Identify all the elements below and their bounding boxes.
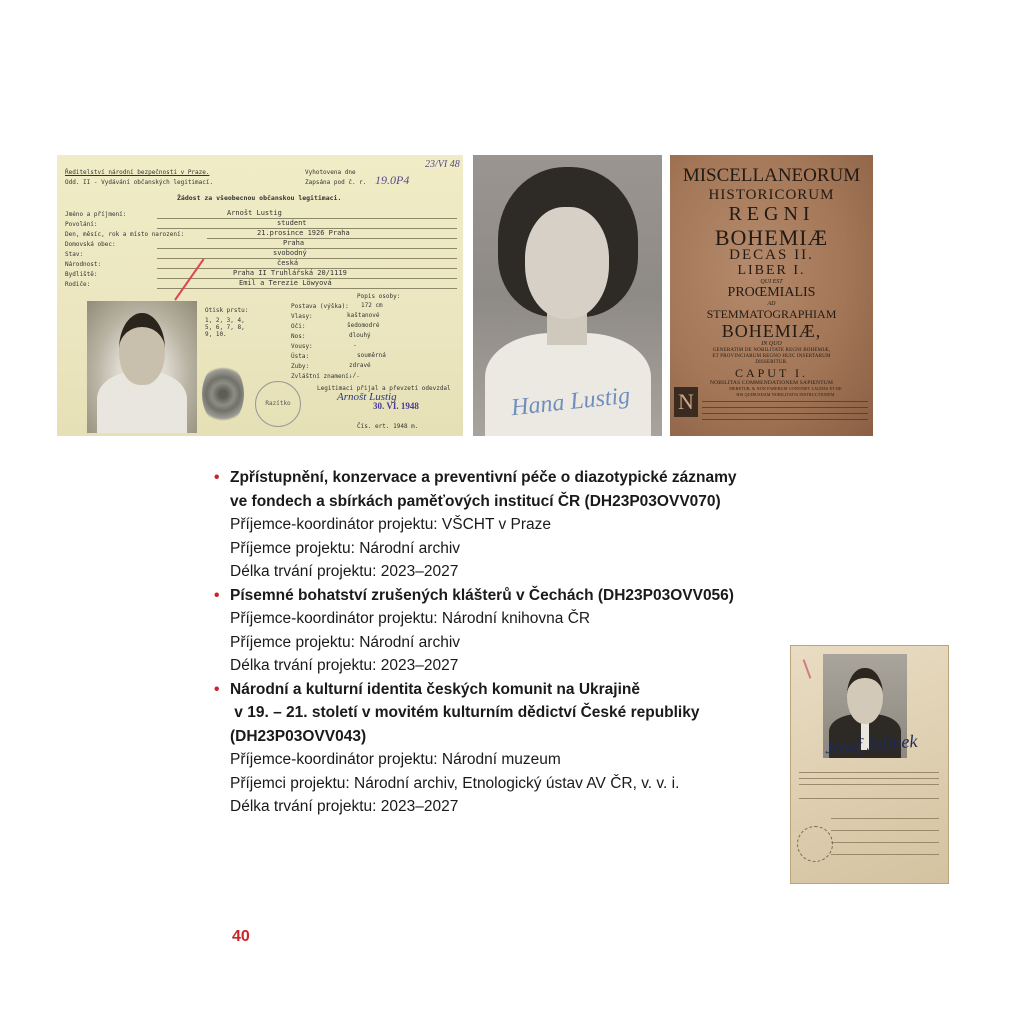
id-card-field-value: Arnošt Lustig xyxy=(227,209,282,217)
project-detail: Délka trvání projektu: 2023–2027 xyxy=(230,563,459,580)
id-card-field-label: Národnost: xyxy=(65,261,102,268)
book-line: BOHEMIÆ xyxy=(714,225,829,250)
id-card-signature: Arnošt Lustig xyxy=(337,391,397,403)
book-line: IN QUO xyxy=(761,341,782,347)
project-detail: Délka trvání projektu: 2023–2027 xyxy=(230,657,459,674)
id-card-description-label: Oči: xyxy=(291,323,306,330)
id-card-date-stamp: 30. VI. 1948 xyxy=(373,401,419,411)
id-card-stamp xyxy=(255,381,301,427)
id-card-description-label: Nos: xyxy=(291,333,306,340)
book-line: AD xyxy=(767,301,776,307)
id-card-field-label: Stav: xyxy=(65,251,84,258)
id-card-description-label: Zuby: xyxy=(291,363,310,370)
book-line: PROŒMIALIS xyxy=(727,285,816,300)
id-card-finger-label: Otisk prstu: xyxy=(205,307,249,314)
id-card-footer: Čís. ert. 1948 m. xyxy=(357,423,419,430)
id-card-description-value: souměrná xyxy=(357,352,386,359)
id-card-description-header: Popis osoby: xyxy=(357,293,401,300)
book-line: REGNI xyxy=(728,203,815,225)
project-detail: Příjemce projektu: Národní archiv xyxy=(230,539,461,557)
book-line: GENERATIM DE NOBILITATE REGNI BOHEMIÆ, xyxy=(712,348,831,353)
book-line: LIBER I. xyxy=(737,263,806,278)
id-card-header-2: Odd. II - Vydávání občanských legitimací. xyxy=(65,179,214,186)
id-card-field-value: Emil a Terezie Löwyová xyxy=(239,279,332,287)
portrait-signature: Hana Lustig xyxy=(509,382,632,422)
project-item xyxy=(214,466,794,513)
project-title: Písemné bohatství zrušených klášterů v Čechách (DH23P03OVV056) xyxy=(230,586,734,604)
id-document-signature: Josef Jelinek xyxy=(824,730,919,758)
id-card-field-value: student xyxy=(277,219,307,227)
book-line: MERETUR, & NON FABERUM CONTINET LAUDES ET DE xyxy=(729,386,842,391)
id-card-description-value: šedomodré xyxy=(347,322,380,329)
project-title: ve fondech a sbírkách paměťových institucí ČR (DH23P03OVV070) xyxy=(230,492,721,510)
project-detail: Příjemce-koordinátor projektu: Národní muzeum xyxy=(230,751,561,768)
id-card-field-value: Praha xyxy=(283,239,305,247)
id-card-description-value: 172 cm xyxy=(361,302,383,309)
id-card-header-1: Ředitelství národní bezpečnosti v Praze. xyxy=(65,169,210,176)
project-detail: Příjemce projektu: Národní archiv xyxy=(230,633,461,651)
book-line: HIS QUIBUSDAM NOBILITATIS INSTRUCTIONEM xyxy=(736,392,835,397)
id-card-field-label: Bydliště: xyxy=(65,271,98,278)
book-line: BOHEMIÆ, xyxy=(721,321,822,341)
project-detail: Příjemce-koordinátor projektu: Národní knihovna ČR xyxy=(230,610,591,627)
id-card-field-value: svobodný xyxy=(273,249,307,257)
project-item xyxy=(214,584,794,608)
book-line: ET PROVINCIARUM REGNO HUIC INSERTARUM xyxy=(712,354,831,359)
id-card-stamp-label: Razítko xyxy=(265,400,291,407)
book-drop-cap: N xyxy=(674,387,698,417)
id-card-issued-label: Vyhotovena dne xyxy=(305,169,356,176)
id-document-seal xyxy=(797,826,833,862)
book-line: HISTORICORUM xyxy=(708,187,835,203)
id-card-description-label: Vlasy: xyxy=(291,313,313,320)
id-card-finger-numbers: 1, 2, 3, 4, 5, 6, 7, 8, 9, 10. xyxy=(205,317,245,338)
id-card-description-value: kaštanové xyxy=(347,312,380,319)
id-card-description-value: - xyxy=(353,342,357,349)
id-card-field-label: Rodiče: xyxy=(65,281,91,288)
bullet-icon: • xyxy=(214,586,220,604)
id-card-field-value: 21.prosince 1926 Praha xyxy=(257,229,350,237)
project-title: (DH23P03OVV043) xyxy=(230,727,367,745)
id-card-issued-value: 23/VI 48 xyxy=(425,159,460,170)
project-title: v 19. – 21. století v movitém kulturním dědictví České republiky xyxy=(230,704,700,721)
id-card-photo xyxy=(87,301,197,433)
project-item xyxy=(214,678,794,749)
id-card-description-value: ./. xyxy=(349,372,360,379)
id-document-image xyxy=(790,645,949,884)
page-number: 40 xyxy=(232,928,250,945)
book-title-page-image xyxy=(670,155,873,436)
book-line: NOBILITAS COMMENDATIONEM SAPIENTUM xyxy=(709,380,834,386)
id-card-description-label: Ústa: xyxy=(291,353,310,360)
bullet-icon: • xyxy=(214,680,220,698)
project-detail: Příjemce-koordinátor projektu: VŠCHT v Praze xyxy=(230,516,552,533)
book-line: MISCELLANEORUM xyxy=(682,165,861,186)
id-card-field-label: Den, měsíc, rok a místo narození: xyxy=(65,231,185,238)
id-card-field-label: Jméno a příjmení: xyxy=(65,211,127,218)
project-title: Národní a kulturní identita českých komunit na Ukrajině xyxy=(230,680,640,698)
id-card-description-label: Vousy: xyxy=(291,343,313,350)
project-list xyxy=(214,466,794,819)
book-line: QUI EST xyxy=(760,279,783,285)
id-card-received-label: Legitimaci přijal a převzetí odevzdal xyxy=(317,385,451,392)
book-line: CAPUT I. xyxy=(734,366,809,380)
id-card-description-label: Zvláštní znamení: xyxy=(291,373,353,380)
id-card-title: Žádost za všeobecnou občanskou legitimaci. xyxy=(177,194,342,202)
project-detail: Příjemci projektu: Národní archiv, Etnologický ústav AV ČR, v. v. i. xyxy=(230,774,680,792)
id-card-image xyxy=(57,155,463,436)
book-line: STEMMATOGRAPHIAM xyxy=(706,307,837,321)
id-card-description-label: Postava (výška): xyxy=(291,303,349,310)
id-card-registered-value: 19.0P4 xyxy=(375,173,410,187)
id-card-field-label: Povolání: xyxy=(65,221,98,228)
book-line: DECAS II. xyxy=(729,247,814,263)
id-card-field-label: Domovská obec: xyxy=(65,241,116,248)
project-title: Zpřístupnění, konzervace a preventivní péče o diazotypické záznamy xyxy=(230,469,737,486)
id-card-field-value: Praha II Truhlářská 20/1119 xyxy=(233,269,347,277)
bullet-icon: • xyxy=(214,469,220,486)
id-card-description-value: dlouhý xyxy=(349,332,371,339)
book-line: DISSERITUR. xyxy=(755,360,788,365)
fingerprint-image xyxy=(202,363,244,425)
id-card-field-value: česká xyxy=(277,259,299,267)
id-card-registered-label: Zapsána pod č. r. xyxy=(305,179,367,186)
portrait-photo xyxy=(473,155,662,436)
id-card-description-value: zdravé xyxy=(349,362,371,369)
project-detail: Délka trvání projektu: 2023–2027 xyxy=(230,798,459,815)
